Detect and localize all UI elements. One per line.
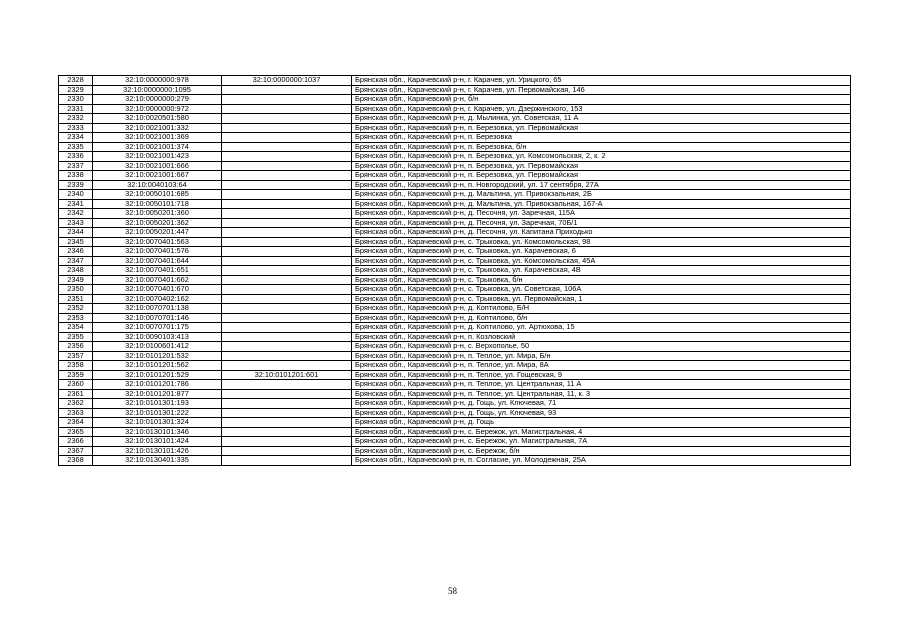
address-cell: Брянская обл., Карачевский р-н, с. Трыковка, ул. Комсомольская, 45А [352, 256, 851, 266]
row-number-cell: 2347 [59, 256, 93, 266]
cadastral-number-cell: 32:10:0101201:877 [93, 389, 222, 399]
table-row [59, 313, 851, 323]
cadastral-number-cell: 32:10:0130101:346 [93, 427, 222, 437]
row-number-cell: 2335 [59, 142, 93, 152]
row-number-cell: 2351 [59, 294, 93, 304]
cadastral-number-cell: 32:10:0020501:580 [93, 114, 222, 124]
row-number-cell: 2331 [59, 104, 93, 114]
cadastral-number-cell: 32:10:0000000:978 [93, 76, 222, 86]
row-number-cell: 2345 [59, 237, 93, 247]
address-cell: Брянская обл., Карачевский р-н, п. Козловский [352, 332, 851, 342]
cadastral-number-cell: 32:10:0070401:651 [93, 266, 222, 276]
address-cell: Брянская обл., Карачевский р-н, п. Березовка, ул. Первомайская [352, 161, 851, 171]
previous-cadastral-number-cell [222, 351, 352, 361]
previous-cadastral-number-cell [222, 456, 352, 466]
cadastral-number-cell: 32:10:0040103:64 [93, 180, 222, 190]
cadastral-number-cell: 32:10:0000000:279 [93, 95, 222, 105]
address-cell: Брянская обл., Карачевский р-н, д. Гощь, ул. Ключевая, 71 [352, 399, 851, 409]
cadastral-number-cell: 32:10:0070701:175 [93, 323, 222, 333]
address-cell: Брянская обл., Карачевский р-н, д. Песочня, ул. Капитана Приходько [352, 228, 851, 238]
cadastral-number-cell: 32:10:0070401:670 [93, 285, 222, 295]
table-row [59, 456, 851, 466]
address-cell: Брянская обл., Карачевский р-н, д. Коптилово, Б/Н [352, 304, 851, 314]
cadastral-number-cell: 32:10:0070401:563 [93, 237, 222, 247]
row-number-cell: 2352 [59, 304, 93, 314]
address-cell: Брянская обл., Карачевский р-н, д. Гощь, ул. Ключевая, 93 [352, 408, 851, 418]
page-number: 58 [448, 586, 457, 596]
previous-cadastral-number-cell [222, 256, 352, 266]
table-row [59, 380, 851, 390]
address-cell: Брянская обл., Карачевский р-н, с. Трыковка, ул. Комсомольская, 98 [352, 237, 851, 247]
row-number-cell: 2340 [59, 190, 93, 200]
cadastral-number-cell: 32:10:0021001:374 [93, 142, 222, 152]
table-row [59, 332, 851, 342]
table-row [59, 266, 851, 276]
address-cell: Брянская обл., Карачевский р-н, с. Трыковка, ул. Карачевская, 6 [352, 247, 851, 257]
row-number-cell: 2333 [59, 123, 93, 133]
table-row [59, 133, 851, 143]
table-row [59, 361, 851, 371]
table-row [59, 95, 851, 105]
records-table [58, 75, 851, 466]
table-row [59, 123, 851, 133]
row-number-cell: 2358 [59, 361, 93, 371]
address-cell: Брянская обл., Карачевский р-н, с. Верхополье, 50 [352, 342, 851, 352]
table-row [59, 85, 851, 95]
table-row [59, 247, 851, 257]
row-number-cell: 2328 [59, 76, 93, 86]
table-row [59, 180, 851, 190]
cadastral-number-cell: 32:10:0021001:667 [93, 171, 222, 181]
cadastral-number-cell: 32:10:0000000:1095 [93, 85, 222, 95]
cadastral-number-cell: 32:10:0100601:412 [93, 342, 222, 352]
previous-cadastral-number-cell [222, 180, 352, 190]
address-cell: Брянская обл., Карачевский р-н, д. Мылинка, ул. Советская, 11 А [352, 114, 851, 124]
previous-cadastral-number-cell [222, 104, 352, 114]
cadastral-number-cell: 32:10:0021001:369 [93, 133, 222, 143]
cadastral-number-cell: 32:10:0050101:685 [93, 190, 222, 200]
previous-cadastral-number-cell [222, 285, 352, 295]
row-number-cell: 2343 [59, 218, 93, 228]
cadastral-number-cell: 32:10:0050201:360 [93, 209, 222, 219]
table-row [59, 399, 851, 409]
address-cell: Брянская обл., Карачевский р-н, г. Карачев, ул. Первомайская, 146 [352, 85, 851, 95]
row-number-cell: 2349 [59, 275, 93, 285]
table-row [59, 427, 851, 437]
previous-cadastral-number-cell [222, 427, 352, 437]
previous-cadastral-number-cell [222, 218, 352, 228]
table-row [59, 446, 851, 456]
table-row [59, 114, 851, 124]
address-cell: Брянская обл., Карачевский р-н, п. Березовка, ул. Первомайская [352, 123, 851, 133]
previous-cadastral-number-cell [222, 247, 352, 257]
table-row [59, 294, 851, 304]
cadastral-number-cell: 32:10:0101301:193 [93, 399, 222, 409]
table-row [59, 304, 851, 314]
previous-cadastral-number-cell [222, 228, 352, 238]
previous-cadastral-number-cell [222, 408, 352, 418]
row-number-cell: 2366 [59, 437, 93, 447]
table-row [59, 256, 851, 266]
cadastral-number-cell: 32:10:0070401:662 [93, 275, 222, 285]
cadastral-number-cell: 32:10:0090103:413 [93, 332, 222, 342]
previous-cadastral-number-cell [222, 266, 352, 276]
table-row [59, 171, 851, 181]
cadastral-number-cell: 32:10:0101301:324 [93, 418, 222, 428]
address-cell: Брянская обл., Карачевский р-н, п. Теплое, ул. Мира, 8А [352, 361, 851, 371]
previous-cadastral-number-cell [222, 171, 352, 181]
previous-cadastral-number-cell [222, 142, 352, 152]
cadastral-number-cell: 32:10:0021001:423 [93, 152, 222, 162]
address-cell: Брянская обл., Карачевский р-н, п. Теплое, ул. Мира, Б/н [352, 351, 851, 361]
previous-cadastral-number-cell [222, 446, 352, 456]
row-number-cell: 2346 [59, 247, 93, 257]
cadastral-number-cell: 32:10:0070701:146 [93, 313, 222, 323]
address-cell: Брянская обл., Карачевский р-н, д. Песочня, ул. Заречная, 70Б/1 [352, 218, 851, 228]
address-cell: Брянская обл., Карачевский р-н, с. Трыковка, ул. Первомайская, 1 [352, 294, 851, 304]
address-cell: Брянская обл., Карачевский р-н, с. Трыковка, б/н [352, 275, 851, 285]
row-number-cell: 2367 [59, 446, 93, 456]
row-number-cell: 2329 [59, 85, 93, 95]
row-number-cell: 2342 [59, 209, 93, 219]
table-row [59, 228, 851, 238]
row-number-cell: 2361 [59, 389, 93, 399]
cadastral-number-cell: 32:10:0050201:447 [93, 228, 222, 238]
cadastral-number-cell: 32:10:0070401:644 [93, 256, 222, 266]
row-number-cell: 2360 [59, 380, 93, 390]
records-table-body [59, 76, 851, 466]
previous-cadastral-number-cell [222, 123, 352, 133]
cadastral-number-cell: 32:10:0101201:529 [93, 370, 222, 380]
address-cell: Брянская обл., Карачевский р-н, п. Теплое, ул. Центральная, 11 А [352, 380, 851, 390]
previous-cadastral-number-cell [222, 313, 352, 323]
previous-cadastral-number-cell [222, 275, 352, 285]
previous-cadastral-number-cell [222, 418, 352, 428]
address-cell: Брянская обл., Карачевский р-н, с. Трыковка, ул. Карачевская, 4В [352, 266, 851, 276]
table-row [59, 218, 851, 228]
previous-cadastral-number-cell [222, 389, 352, 399]
table-row [59, 370, 851, 380]
cadastral-number-cell: 32:10:0130101:426 [93, 446, 222, 456]
table-row [59, 237, 851, 247]
table-row [59, 190, 851, 200]
row-number-cell: 2344 [59, 228, 93, 238]
previous-cadastral-number-cell [222, 332, 352, 342]
address-cell: Брянская обл., Карачевский р-н, п. Теплое, ул. Гощевская, 9 [352, 370, 851, 380]
previous-cadastral-number-cell [222, 133, 352, 143]
previous-cadastral-number-cell [222, 294, 352, 304]
cadastral-number-cell: 32:10:0101301:222 [93, 408, 222, 418]
row-number-cell: 2339 [59, 180, 93, 190]
row-number-cell: 2354 [59, 323, 93, 333]
address-cell: Брянская обл., Карачевский р-н, с. Бережок, б/н [352, 446, 851, 456]
previous-cadastral-number-cell [222, 152, 352, 162]
address-cell: Брянская обл., Карачевский р-н, б/н [352, 95, 851, 105]
address-cell: Брянская обл., Карачевский р-н, с. Бережок, ул. Магистральная, 4 [352, 427, 851, 437]
row-number-cell: 2336 [59, 152, 93, 162]
cadastral-number-cell: 32:10:0130401:335 [93, 456, 222, 466]
row-number-cell: 2341 [59, 199, 93, 209]
previous-cadastral-number-cell: 32:10:0101201:601 [222, 370, 352, 380]
previous-cadastral-number-cell [222, 380, 352, 390]
row-number-cell: 2334 [59, 133, 93, 143]
cadastral-number-cell: 32:10:0050101:718 [93, 199, 222, 209]
table-row [59, 437, 851, 447]
address-cell: Брянская обл., Карачевский р-н, с. Бережок, ул. Магистральная, 7А [352, 437, 851, 447]
previous-cadastral-number-cell [222, 85, 352, 95]
cadastral-number-cell: 32:10:0000000:972 [93, 104, 222, 114]
row-number-cell: 2355 [59, 332, 93, 342]
address-cell: Брянская обл., Карачевский р-н, г. Карачев, ул. Дзержинского, 153 [352, 104, 851, 114]
cadastral-number-cell: 32:10:0070401:576 [93, 247, 222, 257]
table-row [59, 209, 851, 219]
previous-cadastral-number-cell [222, 199, 352, 209]
address-cell: Брянская обл., Карачевский р-н, д. Песочня, ул. Заречная, 115А [352, 209, 851, 219]
address-cell: Брянская обл., Карачевский р-н, п. Березовка, б/н [352, 142, 851, 152]
table-row [59, 76, 851, 86]
address-cell: Брянская обл., Карачевский р-н, п. Согласие, ул. Молодежная, 25А [352, 456, 851, 466]
address-cell: Брянская обл., Карачевский р-н, д. Гощь [352, 418, 851, 428]
address-cell: Брянская обл., Карачевский р-н, г. Карачев, ул. Урицкого, 65 [352, 76, 851, 86]
previous-cadastral-number-cell [222, 209, 352, 219]
table-row [59, 142, 851, 152]
row-number-cell: 2356 [59, 342, 93, 352]
address-cell: Брянская обл., Карачевский р-н, д. Коптилово, ул. Артюхова, 15 [352, 323, 851, 333]
cadastral-number-cell: 32:10:0021001:332 [93, 123, 222, 133]
row-number-cell: 2348 [59, 266, 93, 276]
row-number-cell: 2338 [59, 171, 93, 181]
previous-cadastral-number-cell [222, 190, 352, 200]
row-number-cell: 2357 [59, 351, 93, 361]
cadastral-number-cell: 32:10:0050201:362 [93, 218, 222, 228]
row-number-cell: 2332 [59, 114, 93, 124]
address-cell: Брянская обл., Карачевский р-н, п. Березовка [352, 133, 851, 143]
table-row [59, 408, 851, 418]
previous-cadastral-number-cell [222, 323, 352, 333]
row-number-cell: 2359 [59, 370, 93, 380]
previous-cadastral-number-cell [222, 361, 352, 371]
previous-cadastral-number-cell [222, 342, 352, 352]
address-cell: Брянская обл., Карачевский р-н, п. Новгородский, ул. 17 сентября, 27А [352, 180, 851, 190]
cadastral-number-cell: 32:10:0070402:162 [93, 294, 222, 304]
row-number-cell: 2364 [59, 418, 93, 428]
cadastral-number-cell: 32:10:0101201:532 [93, 351, 222, 361]
previous-cadastral-number-cell [222, 95, 352, 105]
row-number-cell: 2362 [59, 399, 93, 409]
table-row [59, 104, 851, 114]
table-row [59, 152, 851, 162]
cadastral-number-cell: 32:10:0070701:138 [93, 304, 222, 314]
row-number-cell: 2350 [59, 285, 93, 295]
cadastral-number-cell: 32:10:0021001:666 [93, 161, 222, 171]
row-number-cell: 2337 [59, 161, 93, 171]
row-number-cell: 2363 [59, 408, 93, 418]
previous-cadastral-number-cell [222, 161, 352, 171]
previous-cadastral-number-cell [222, 399, 352, 409]
cadastral-number-cell: 32:10:0130101:424 [93, 437, 222, 447]
table-row [59, 389, 851, 399]
table-row [59, 418, 851, 428]
previous-cadastral-number-cell [222, 437, 352, 447]
table-row [59, 285, 851, 295]
previous-cadastral-number-cell: 32:10:0000000:1037 [222, 76, 352, 86]
address-cell: Брянская обл., Карачевский р-н, д. Коптилово, б/н [352, 313, 851, 323]
cadastral-number-cell: 32:10:0101201:562 [93, 361, 222, 371]
previous-cadastral-number-cell [222, 304, 352, 314]
table-row [59, 199, 851, 209]
row-number-cell: 2330 [59, 95, 93, 105]
row-number-cell: 2368 [59, 456, 93, 466]
row-number-cell: 2365 [59, 427, 93, 437]
address-cell: Брянская обл., Карачевский р-н, п. Березовка, ул. Первомайская [352, 171, 851, 181]
address-cell: Брянская обл., Карачевский р-н, п. Теплое, ул. Центральная, 11, к. 3 [352, 389, 851, 399]
address-cell: Брянская обл., Карачевский р-н, с. Трыковка, ул. Советская, 106А [352, 285, 851, 295]
address-cell: Брянская обл., Карачевский р-н, д. Мальтина, ул. Привокзальная, 2Б [352, 190, 851, 200]
row-number-cell: 2353 [59, 313, 93, 323]
previous-cadastral-number-cell [222, 237, 352, 247]
table-row [59, 275, 851, 285]
address-cell: Брянская обл., Карачевский р-н, п. Березовка, ул. Комсомольская, 2, к. 2 [352, 152, 851, 162]
table-row [59, 323, 851, 333]
table-row [59, 342, 851, 352]
table-row [59, 161, 851, 171]
table-row [59, 351, 851, 361]
address-cell: Брянская обл., Карачевский р-н, д. Мальтина, ул. Привокзальная, 167-А [352, 199, 851, 209]
previous-cadastral-number-cell [222, 114, 352, 124]
cadastral-number-cell: 32:10:0101201:786 [93, 380, 222, 390]
